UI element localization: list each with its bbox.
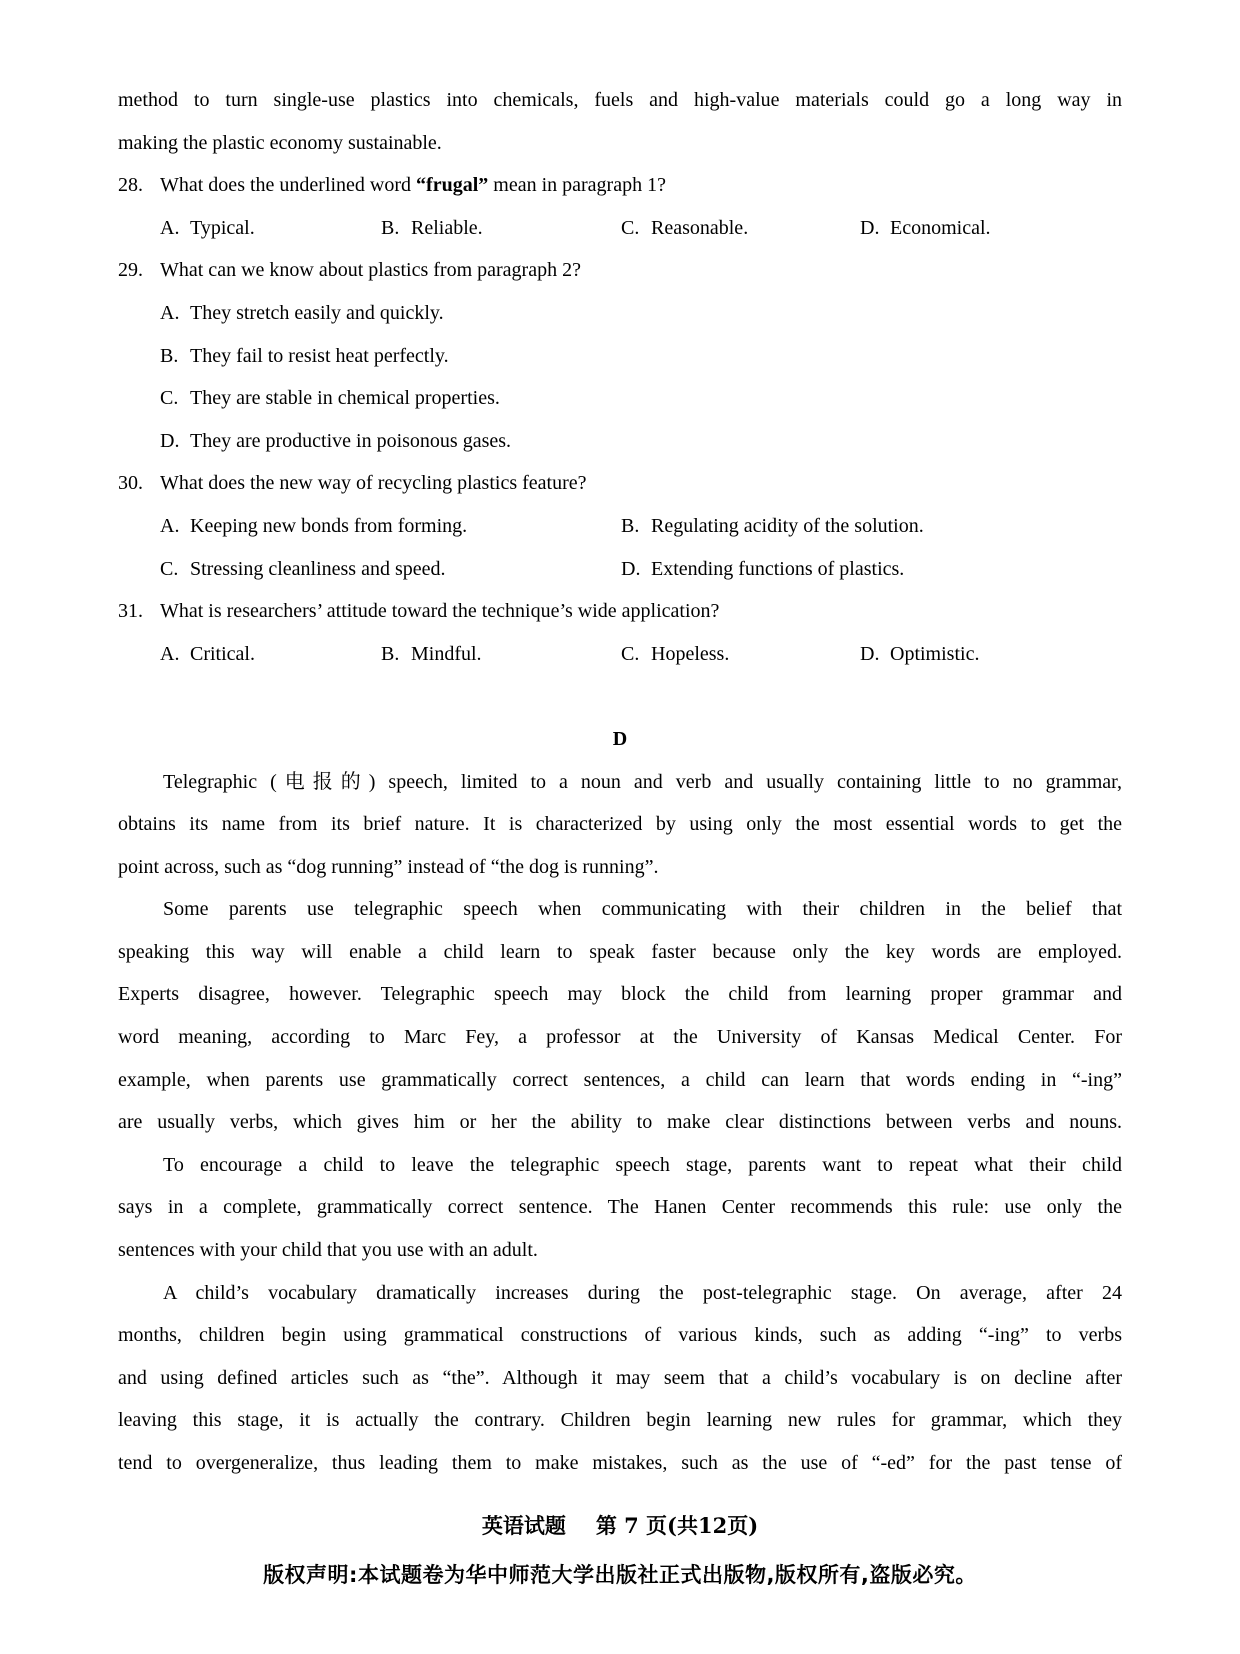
page-number: 第 7 页(共12页): [595, 1513, 759, 1538]
option-text: They are productive in poisonous gases.: [190, 429, 512, 452]
option-row: [118, 633, 1122, 676]
option-a: [160, 505, 467, 548]
option-a: [160, 633, 255, 676]
option-row: [118, 505, 1122, 548]
option-text: Mindful.: [411, 642, 482, 665]
question-text: What can we know about plastics from paragraph 2?: [160, 259, 581, 282]
option-text: Reasonable.: [651, 216, 749, 239]
passage-line: To encourage a child to leave the telegraphic speech stage, parents want to repeat what their child: [163, 1153, 1122, 1176]
option-text: They are stable in chemical properties.: [190, 387, 500, 410]
option-c: [160, 377, 500, 420]
option-b: [381, 633, 482, 676]
option-text: They fail to resist heat perfectly.: [190, 344, 449, 367]
option-label: D.: [621, 557, 641, 580]
passage-line: speaking this way will enable a child learn to speak faster because only the key words are employed.: [118, 940, 1122, 963]
passage-line: says in a complete, grammatically correct sentence. The Hanen Center recommends this rule: use only the: [118, 1196, 1122, 1219]
paragraph-4: [118, 1272, 1122, 1485]
paragraph-1: [118, 761, 1122, 889]
question-text: What is researchers’ attitude toward the technique’s wide application?: [160, 600, 720, 623]
option-label: B.: [160, 344, 179, 367]
option-d: [860, 207, 991, 250]
option-text: They stretch easily and quickly.: [190, 301, 444, 324]
passage-line: leaving this stage, it is actually the contrary. Children begin learning new rules for grammar, which they: [118, 1409, 1122, 1432]
stem-after: mean in paragraph 1?: [488, 174, 666, 197]
passage-line: Experts disagree, however. Telegraphic speech may block the child from learning proper grammar and: [118, 983, 1122, 1006]
passage-line: obtains its name from its brief nature. It is characterized by using only the most essential words to get the: [118, 813, 1122, 836]
section-heading: D: [612, 727, 628, 750]
option-text: Regulating acidity of the solution.: [651, 514, 924, 537]
option-row: [118, 420, 1122, 463]
option-text: Hopeless.: [651, 642, 730, 665]
option-row: [118, 335, 1122, 378]
option-label: D.: [860, 642, 880, 665]
option-text: Reliable.: [411, 216, 483, 239]
question-number: 28.: [118, 174, 143, 197]
passage-line: tend to overgeneralize, thus leading them to make mistakes, such as the use of “-ed” for the past tense of: [118, 1452, 1122, 1474]
question-29: [118, 249, 1122, 462]
option-label: C.: [160, 387, 179, 410]
passage-line: sentences with your child that you use with an adult.: [118, 1239, 538, 1262]
option-b: [160, 335, 449, 378]
option-label: C.: [621, 216, 640, 239]
option-text: Economical.: [890, 216, 991, 239]
passage-line: method to turn single-use plastics into chemicals, fuels and high-value materials could go a long way in: [118, 89, 1122, 111]
question-text: [160, 164, 666, 207]
option-text: Optimistic.: [890, 642, 980, 665]
option-d: [160, 420, 511, 463]
exam-subject: 英语试题: [481, 1513, 566, 1538]
passage-line: Telegraphic (电报的) speech, limited to a noun and verb and usually containing little to no grammar,: [163, 770, 1122, 793]
question-stem: [118, 249, 1122, 292]
passage-line: and using defined articles such as “the”. Although it may seem that a child’s vocabulary is on decline after: [118, 1366, 1122, 1389]
option-text: Critical.: [190, 642, 255, 665]
question-stem: [118, 164, 1122, 207]
spacer: [118, 675, 1122, 718]
option-label: A.: [160, 216, 180, 239]
option-label: A.: [160, 642, 180, 665]
question-number: 31.: [118, 600, 143, 623]
section-d: [118, 718, 1122, 1485]
copyright-notice: 版权声明:本试题卷为华中师范大学出版社正式出版物,版权所有,盗版必究。: [263, 1563, 977, 1587]
stem-before: What does the underlined word: [160, 174, 417, 197]
underlined-word: “frugal”: [416, 174, 489, 197]
option-label: B.: [381, 216, 400, 239]
page-content: [118, 79, 1122, 1485]
option-a: [160, 292, 444, 335]
option-row: [118, 292, 1122, 335]
question-31: [118, 590, 1122, 675]
option-b: [621, 505, 924, 548]
option-row: [118, 207, 1122, 250]
passage-line: Some parents use telegraphic speech when communicating with their children in the belief that: [163, 898, 1122, 921]
passage-line: point across, such as “dog running” instead of “the dog is running”.: [118, 855, 659, 878]
option-a: [160, 207, 255, 250]
passage-line: making the plastic economy sustainable.: [118, 131, 442, 154]
option-d: [621, 548, 904, 591]
passage-line: are usually verbs, which gives him or her the ability to make clear distinctions between verbs and nouns.: [118, 1111, 1122, 1134]
option-label: D.: [860, 216, 880, 239]
option-label: D.: [160, 429, 180, 452]
option-text: Keeping new bonds from forming.: [190, 514, 468, 537]
question-stem: [118, 590, 1122, 633]
option-text: Stressing cleanliness and speed.: [190, 557, 446, 580]
option-d: [860, 633, 979, 676]
passage-line: A child’s vocabulary dramatically increases during the post-telegraphic stage. On average, after 24: [163, 1281, 1122, 1304]
option-label: B.: [381, 642, 400, 665]
question-stem: [118, 462, 1122, 505]
option-label: C.: [621, 642, 640, 665]
question-28: [118, 164, 1122, 249]
passage-c-continuation: [118, 79, 1122, 164]
option-b: [381, 207, 483, 250]
option-text: Typical.: [190, 216, 255, 239]
passage-line: example, when parents use grammatically correct sentences, a child can learn that words ending in “-ing”: [118, 1068, 1122, 1091]
paragraph-2: [118, 888, 1122, 1144]
question-30: [118, 462, 1122, 590]
question-number: 29.: [118, 259, 143, 282]
paragraph-3: [118, 1144, 1122, 1272]
option-c: [621, 633, 729, 676]
option-label: A.: [160, 301, 180, 324]
option-label: B.: [621, 514, 640, 537]
passage-line: months, children begin using grammatical constructions of various kinds, such as adding “-ing” to verbs: [118, 1324, 1122, 1347]
option-row: [118, 377, 1122, 420]
passage-line: word meaning, according to Marc Fey, a professor at the University of Kansas Medical Center. For: [118, 1026, 1122, 1049]
question-text: What does the new way of recycling plastics feature?: [160, 472, 587, 495]
option-c: [160, 548, 446, 591]
option-row: [118, 548, 1122, 591]
page-footer: [0, 1511, 1240, 1541]
option-text: Extending functions of plastics.: [651, 557, 905, 580]
option-label: C.: [160, 557, 179, 580]
option-label: A.: [160, 514, 180, 537]
question-number: 30.: [118, 472, 143, 495]
option-c: [621, 207, 748, 250]
